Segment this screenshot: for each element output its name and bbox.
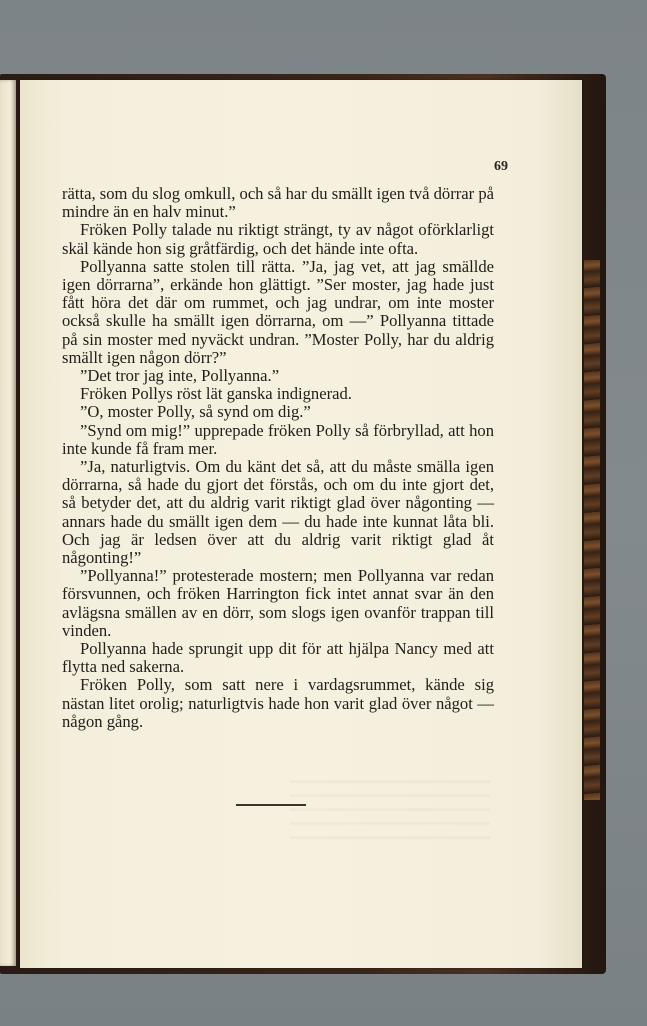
show-through-text [290,770,490,850]
paragraph: ”Pollyanna!” protesterade mostern; men Pollyanna var redan försvunnen, och fröken Harrington fick intet annat svar än den avlägsna smällen av en dörr, som slogs igen ovanför trappan till vinden. [62,566,494,640]
paragraph: ”Det tror jag inte, Pollyanna.” [80,366,280,386]
book-page [20,80,582,968]
paragraph: Pollyanna hade sprungit upp dit för att hjälpa Nancy med att flytta ned sakerna. [62,639,494,677]
paragraph: Pollyanna satte stolen till rätta. ”Ja, jag vet, att jag smällde igen dörrarna”, erkände hon glättigt. ”Ser moster, jag hade just fått höra det där om rummet, och jag undrar, om inte moster också skulle ha smällt igen dörrarna, om —” Pollyanna tittade på sin moster med nyväckt undran. ”Moster Polly, har du aldrig smällt igen någon dörr?” [62,256,494,367]
paragraph: Fröken Polly, som satt nere i vardagsrummet, kände sig nästan litet orolig; naturligtvis hade hon varit glad över något — någon gång. [62,675,494,731]
paragraph: ”Ja, naturligtvis. Om du känt det så, att du måste smälla igen dörrarna, så hade du gjort det förstås, och om du inte gjort det, så betyder det, att du aldrig varit riktigt glad över någonting — annars hade du smällt igen dem — du hade inte kunnat låta bli. Och jag är ledsen över att du aldrig varit riktigt glad åt någonting!” [62,457,494,568]
marbled-cover-edge [584,260,600,800]
paragraph: Fröken Polly talade nu riktigt strängt, ty av något oförklarligt skäl kände hon sig gråtfärdig, och det hände inte ofta. [62,220,494,258]
page-text [62,185,494,731]
paragraph: ”Synd om mig!” upprepade fröken Polly så förbryllad, att hon inte kunde få fram mer. [62,420,494,458]
page-number: 69 [494,159,508,174]
section-separator [236,804,306,806]
paragraph: rätta, som du slog omkull, och så har du smällt igen två dörrar på mindre än en halv minut.” [62,184,494,222]
paragraph: ”O, moster Polly, så synd om dig.” [80,402,311,422]
paragraph: Fröken Pollys röst lät ganska indignerad. [80,384,352,404]
left-page-edge [0,80,16,966]
